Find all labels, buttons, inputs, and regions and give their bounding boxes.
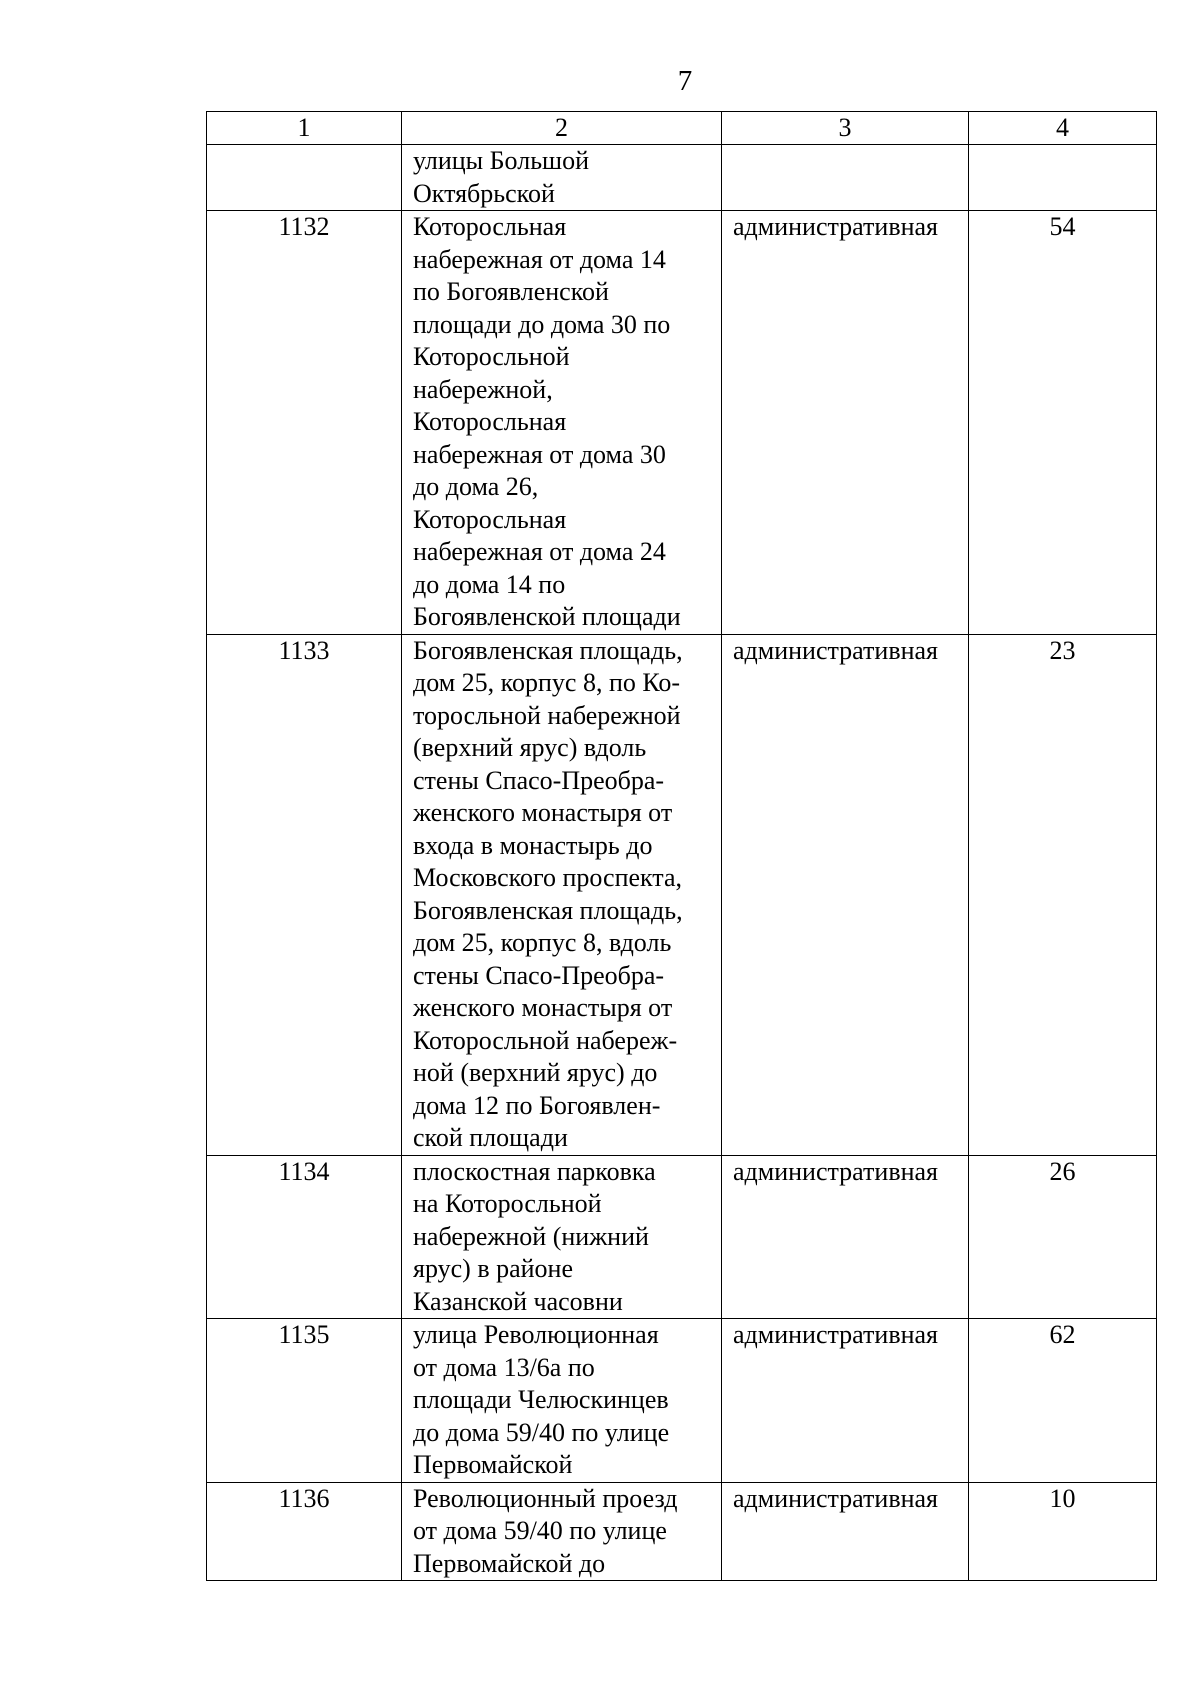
row-count: 26	[969, 1155, 1157, 1319]
row-number: 1135	[207, 1319, 402, 1483]
table-row	[207, 1319, 1157, 1483]
table-row	[207, 211, 1157, 635]
table-row	[207, 1482, 1157, 1581]
row-description: Революционный проезд от дома 59/40 по улице Первомайской до	[402, 1482, 722, 1581]
row-type: административная	[722, 1482, 969, 1581]
header-cell-1: 1	[207, 112, 402, 145]
row-count: 23	[969, 634, 1157, 1155]
page-number: 7	[677, 65, 693, 97]
row-count: 54	[969, 211, 1157, 635]
table-header-row	[207, 112, 1157, 145]
row-description: улица Революционная от дома 13/6а по площади Челюскинцев до дома 59/40 по улице Первомайской	[402, 1319, 722, 1483]
row-number	[207, 145, 402, 211]
row-count	[969, 145, 1157, 211]
row-number: 1136	[207, 1482, 402, 1581]
table-row	[207, 1155, 1157, 1319]
row-count: 62	[969, 1319, 1157, 1483]
row-type: административная	[722, 211, 969, 635]
row-description: улицы Большой Октябрьской	[402, 145, 722, 211]
header-cell-3: 3	[722, 112, 969, 145]
row-count: 10	[969, 1482, 1157, 1581]
row-number: 1133	[207, 634, 402, 1155]
row-number: 1132	[207, 211, 402, 635]
table-row	[207, 634, 1157, 1155]
row-description: Богоявленская площадь, дом 25, корпус 8, по Ко- торосльной набережной (верхний ярус) вдоль стены Спасо-Преобра- женского монастыря от входа в монастырь до Московского проспекта, Богоявленская площадь, дом 25, корпус 8, вдоль стены Спасо-Преобра- женского монастыря от Которосльной набереж- ной (верхний ярус) до дома 12 по Богоявлен- ской площади	[402, 634, 722, 1155]
row-description: плоскостная парковка на Которосльной набережной (нижний ярус) в районе Казанской часовни	[402, 1155, 722, 1319]
table-row	[207, 145, 1157, 211]
row-description: Которосльная набережная от дома 14 по Богоявленской площади до дома 30 по Которосльной набережной, Которосльная набережная от дома 30 до дома 26, Которосльная набережная от дома 24 до дома 14 по Богоявленской площади	[402, 211, 722, 635]
header-cell-2: 2	[402, 112, 722, 145]
row-type	[722, 145, 969, 211]
row-type: административная	[722, 1155, 969, 1319]
row-number: 1134	[207, 1155, 402, 1319]
row-type: административная	[722, 1319, 969, 1483]
header-cell-4: 4	[969, 112, 1157, 145]
data-table	[206, 111, 1157, 1581]
row-type: административная	[722, 634, 969, 1155]
